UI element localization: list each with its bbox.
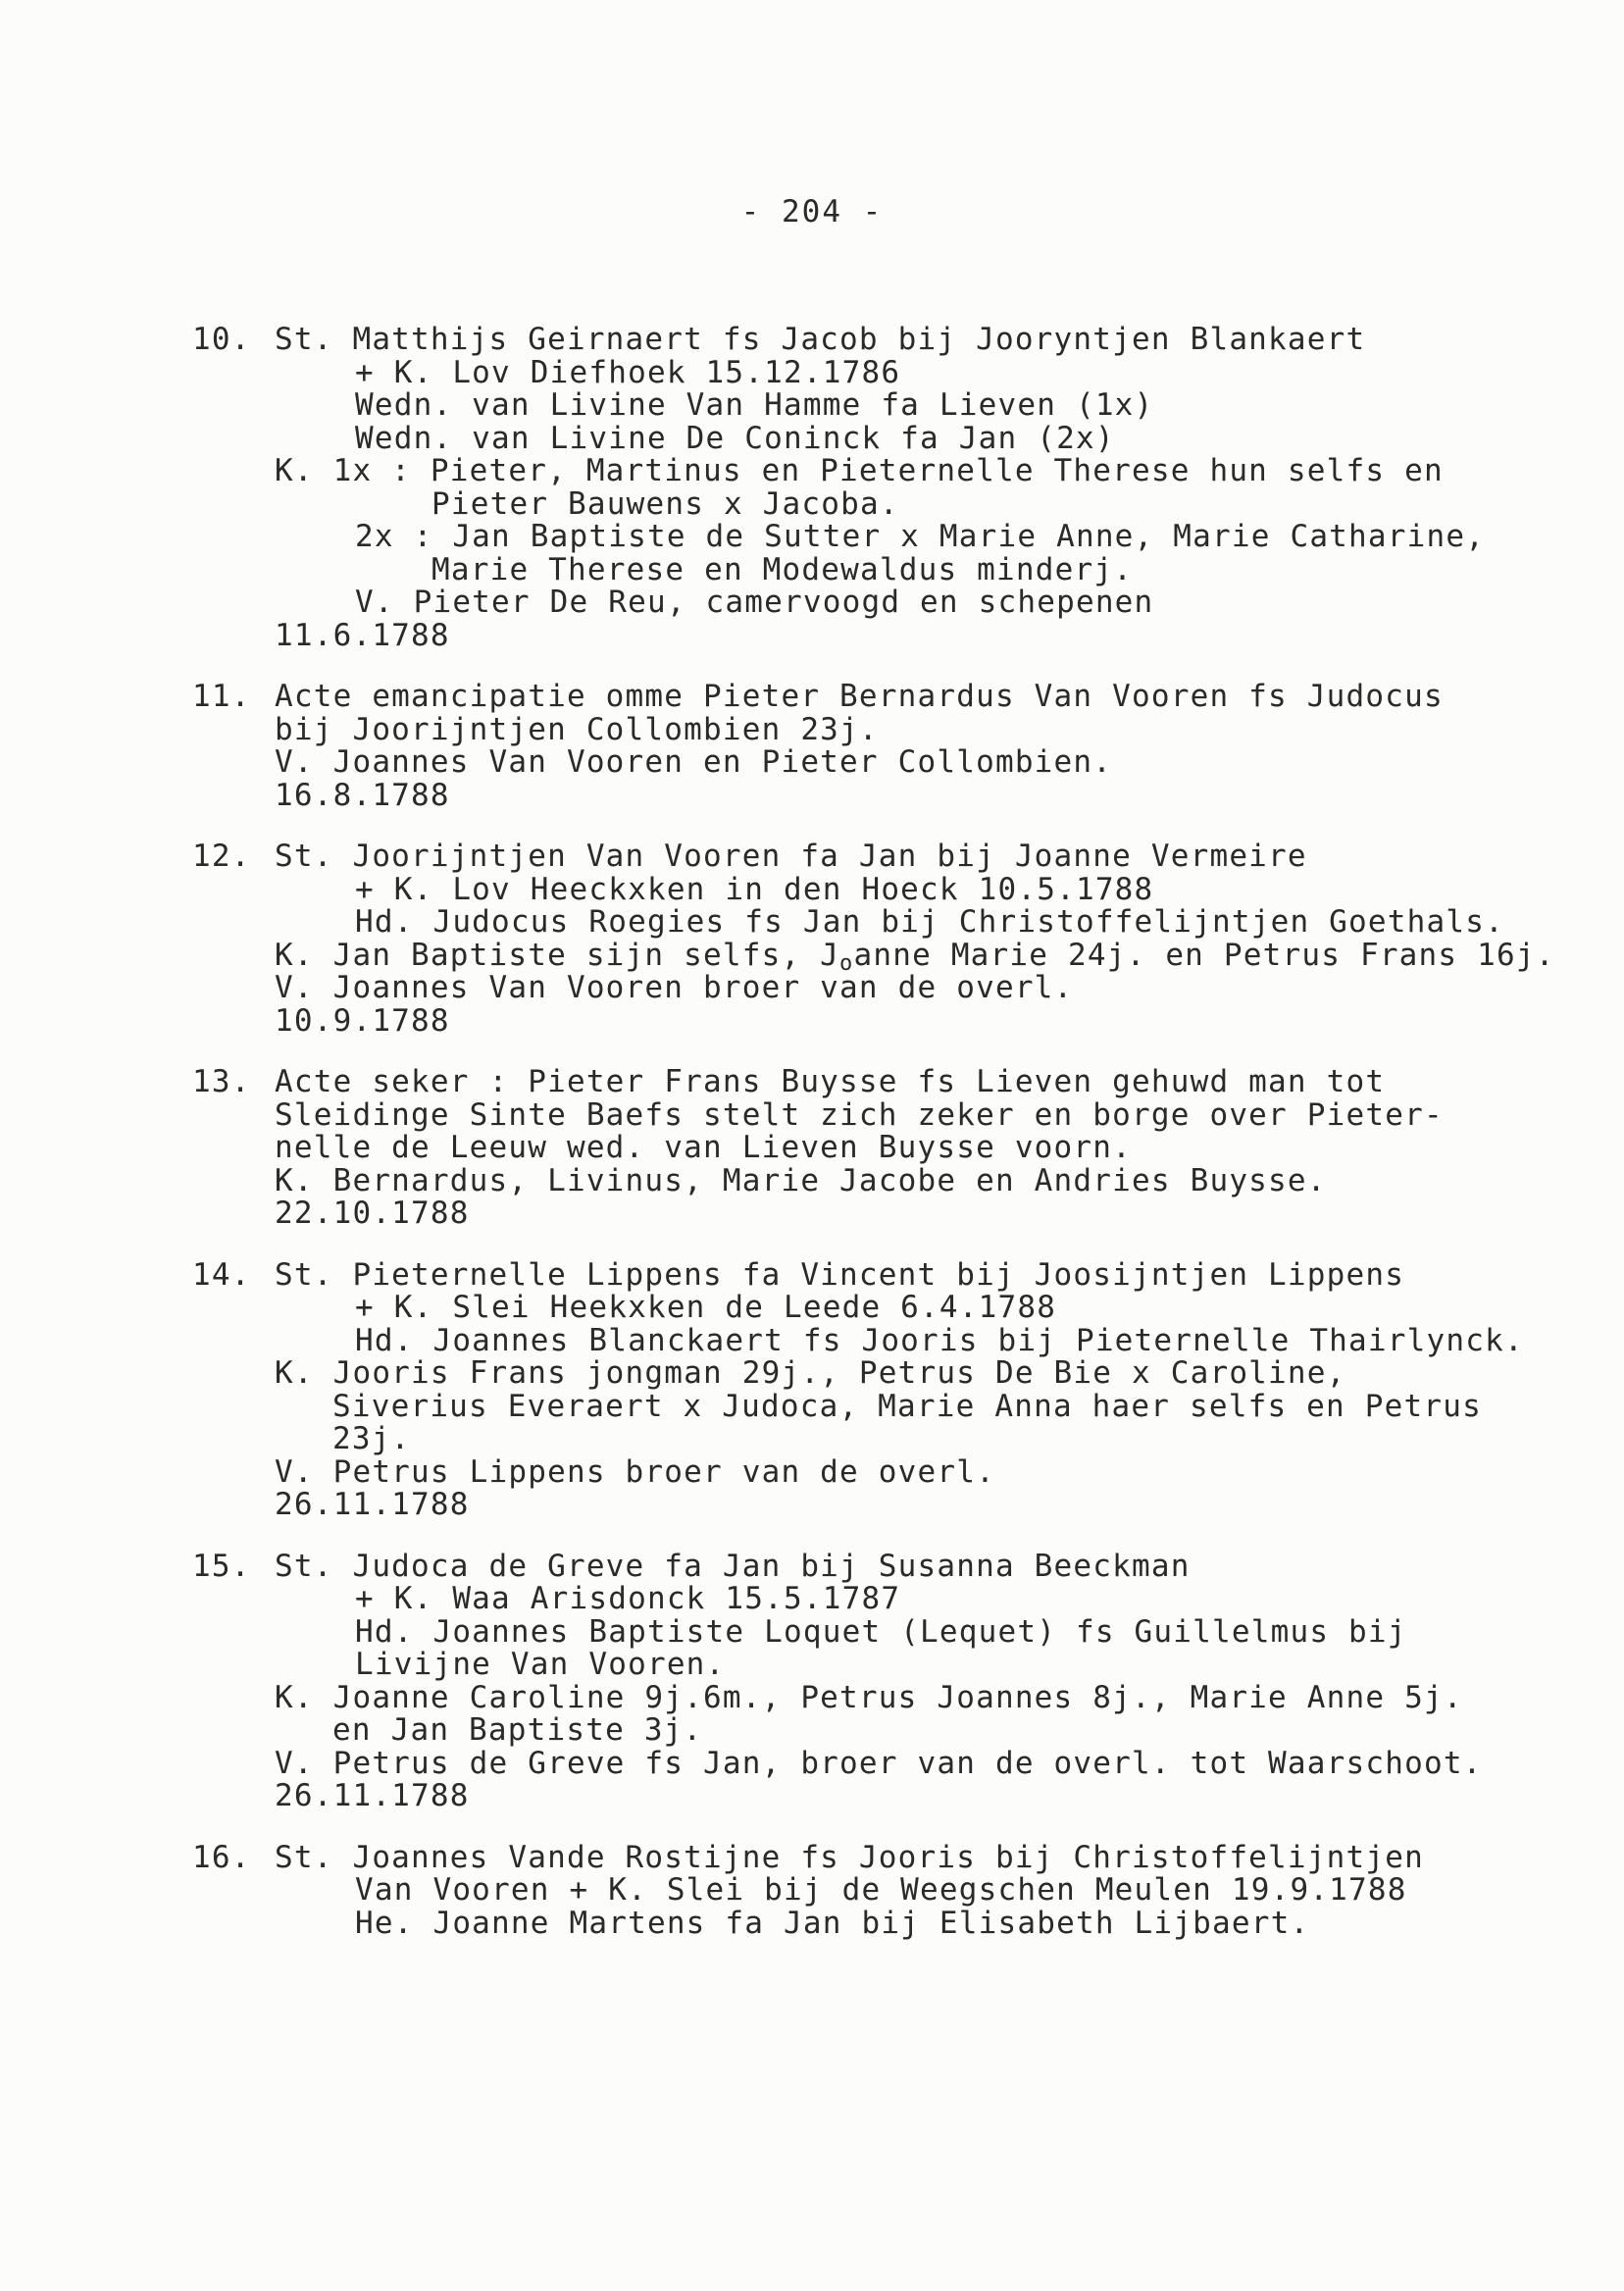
entry-text: + K. Lov Diefhoek 15.12.1786 [355, 354, 901, 390]
entry-text: Marie Therese en Modewaldus minderj. [431, 551, 1134, 587]
entry-list [192, 324, 1604, 1968]
entry-text: V. Joannes Van Vooren en Pieter Collombien. [275, 744, 1113, 780]
entry-line [192, 1357, 1604, 1391]
entry-line [192, 389, 1604, 423]
entry-16 [192, 1839, 1604, 1941]
entry-line [192, 586, 1604, 620]
entry-text: V. Petrus Lippens broer van de overl. [275, 1453, 995, 1490]
entry-date: 22.10.1788 [275, 1196, 470, 1231]
entry-text: K. Joanne Caroline 9j.6m., Petrus Joannes 8j., Marie Anne 5j. [275, 1679, 1463, 1715]
entry-text-part: K. Jan Baptiste sijn selfs, J [275, 937, 840, 973]
entry-line [192, 1613, 1604, 1650]
entry-number: 15. [192, 1548, 251, 1584]
entry-15 [192, 1548, 1604, 1813]
entry-line [192, 1649, 1604, 1682]
entry-line [192, 1714, 1604, 1748]
entry-text: Livijne Van Vooren. [355, 1647, 726, 1682]
entry-line [192, 972, 1604, 1005]
entry-number: 10. [192, 322, 251, 357]
entry-line [192, 1905, 1604, 1941]
entry-line [192, 1197, 1604, 1231]
entry-text: St. Joorijntjen Van Vooren fa Jan bij Joanne Vermeire [275, 839, 1307, 874]
entry-number: 16. [192, 1839, 251, 1875]
entry-line [192, 1679, 1604, 1715]
entry-13 [192, 1066, 1604, 1231]
entry-number: 13. [192, 1064, 251, 1099]
entry-line [192, 521, 1604, 554]
entry-text: K. Bernardus, Livinus, Marie Jacobe en Andries Buysse. [275, 1162, 1327, 1198]
entry-text: St. Judoca de Greve fa Jan bij Susanna Beeckman [275, 1548, 1191, 1584]
entry-text: Pieter Bauwens x Jacoba. [431, 485, 899, 522]
entry-text: + K. Slei Heekxken de Leede 6.4.1788 [355, 1290, 1057, 1325]
entry-date: 10.9.1788 [275, 1002, 450, 1039]
entry-text: Siverius Everaert x Judoca, Marie Anna haer selfs en Petrus [332, 1388, 1482, 1424]
entry-line [192, 1548, 1604, 1584]
entry-12 [192, 840, 1604, 1038]
entry-line [192, 551, 1604, 587]
entry-text: He. Joanne Martens fa Jan bij Elisabeth Lijbaert. [355, 1905, 1310, 1941]
entry-line [192, 485, 1604, 522]
entry-line [192, 681, 1604, 714]
entry-text: K. Jooris Frans jongman 29j., Petrus De Bie x Caroline, [275, 1355, 1346, 1391]
entry-line [192, 1874, 1604, 1908]
entry-line [192, 1066, 1604, 1099]
entry-text: St. Matthijs Geirnaert fs Jacob bij Jooryntjen Blankaert [275, 322, 1366, 357]
entry-text: Acte seker : Pieter Frans Buysse fs Lieven gehuwd man tot [275, 1064, 1386, 1099]
entry-text: Hd. Joannes Blanckaert fs Jooris bij Pieternelle Thairlynck. [355, 1322, 1524, 1358]
entry-line [192, 1132, 1604, 1165]
entry-line [192, 937, 1604, 976]
entry-14 [192, 1256, 1604, 1522]
entry-line [192, 420, 1604, 456]
entry-date: 26.11.1788 [275, 1778, 470, 1813]
entry-text: en Jan Baptiste 3j. [332, 1712, 703, 1748]
entry-text: + K. Lov Heeckxken in den Hoeck 10.5.1788 [355, 871, 1154, 907]
entry-text: St. Joannes Vande Rostijne fs Jooris bij Christoffelijntjen [275, 1839, 1424, 1875]
entry-line [192, 1489, 1604, 1522]
entry-line [192, 840, 1604, 874]
entry-line [192, 1583, 1604, 1616]
page-number: - 204 - [740, 194, 884, 229]
entry-line [192, 906, 1604, 940]
entry-text: Hd. Judocus Roegies fs Jan bij Christoffelijntjen Goethals. [355, 904, 1504, 940]
entry-text: Wedn. van Livine De Coninck fa Jan (2x) [355, 420, 1115, 456]
entry-line [192, 1388, 1604, 1424]
entry-text: Acte emancipatie omme Pieter Bernardus Van Vooren fs Judocus [275, 679, 1444, 714]
entry-text: 2x : Jan Baptiste de Sutter x Marie Anne, Marie Catharine, [355, 519, 1486, 554]
entry-text: nelle de Leeuw wed. van Lieven Buysse voorn. [275, 1130, 1132, 1165]
entry-line [192, 455, 1604, 488]
entry-line [192, 1839, 1604, 1875]
entry-line [192, 1745, 1604, 1781]
entry-date: 26.11.1788 [275, 1487, 470, 1522]
entry-line [192, 617, 1604, 653]
entry-text: V. Pieter De Reu, camervoogd en schepenen [355, 585, 1154, 620]
entry-11 [192, 681, 1604, 812]
subscript-letter: o [839, 950, 854, 976]
entry-text: bij Joorijntjen Collombien 23j. [275, 711, 879, 747]
entry-line [192, 1453, 1604, 1490]
entry-text: 23j. [332, 1421, 411, 1456]
entry-line [192, 1292, 1604, 1325]
entry-date: 11.6.1788 [275, 617, 450, 653]
entry-line [192, 1162, 1604, 1198]
entry-text: St. Pieternelle Lippens fa Vincent bij Joosijntjen Lippens [275, 1256, 1405, 1293]
entry-10 [192, 324, 1604, 652]
entry-text-part: anne Marie 24j. en Petrus Frans 16j. [853, 937, 1555, 973]
entry-date: 16.8.1788 [275, 777, 450, 813]
entry-line [192, 1002, 1604, 1039]
entry-line [192, 1423, 1604, 1456]
entry-line [192, 324, 1604, 357]
entry-line [192, 1780, 1604, 1813]
entry-line [192, 777, 1604, 813]
entry-line [192, 871, 1604, 907]
entry-line [192, 1322, 1604, 1358]
entry-text: Sleidinge Sinte Baefs stelt zich zeker en borge over Pieter- [275, 1096, 1444, 1133]
entry-number: 11. [192, 679, 251, 714]
entry-text: Wedn. van Livine Van Hamme fa Lieven (1x) [355, 387, 1154, 423]
entry-line [192, 1096, 1604, 1133]
entry-line [192, 1256, 1604, 1293]
entry-text: Hd. Joannes Baptiste Loquet (Lequet) fs Guillelmus bij [355, 1613, 1407, 1650]
entry-line [192, 354, 1604, 390]
entry-line [192, 746, 1604, 780]
entry-text: Van Vooren + K. Slei bij de Weegschen Meulen 19.9.1788 [355, 1872, 1407, 1908]
entry-line [192, 711, 1604, 747]
entry-text: + K. Waa Arisdonck 15.5.1787 [355, 1581, 901, 1616]
entry-number: 12. [192, 839, 251, 874]
entry-number: 14. [192, 1256, 251, 1293]
entry-text: K. 1x : Pieter, Martinus en Pieternelle Therese hun selfs en [275, 453, 1444, 488]
entry-text: V. Joannes Van Vooren broer van de overl. [275, 970, 1074, 1005]
entry-text: V. Petrus de Greve fs Jan, broer van de overl. tot Waarschoot. [275, 1745, 1483, 1781]
